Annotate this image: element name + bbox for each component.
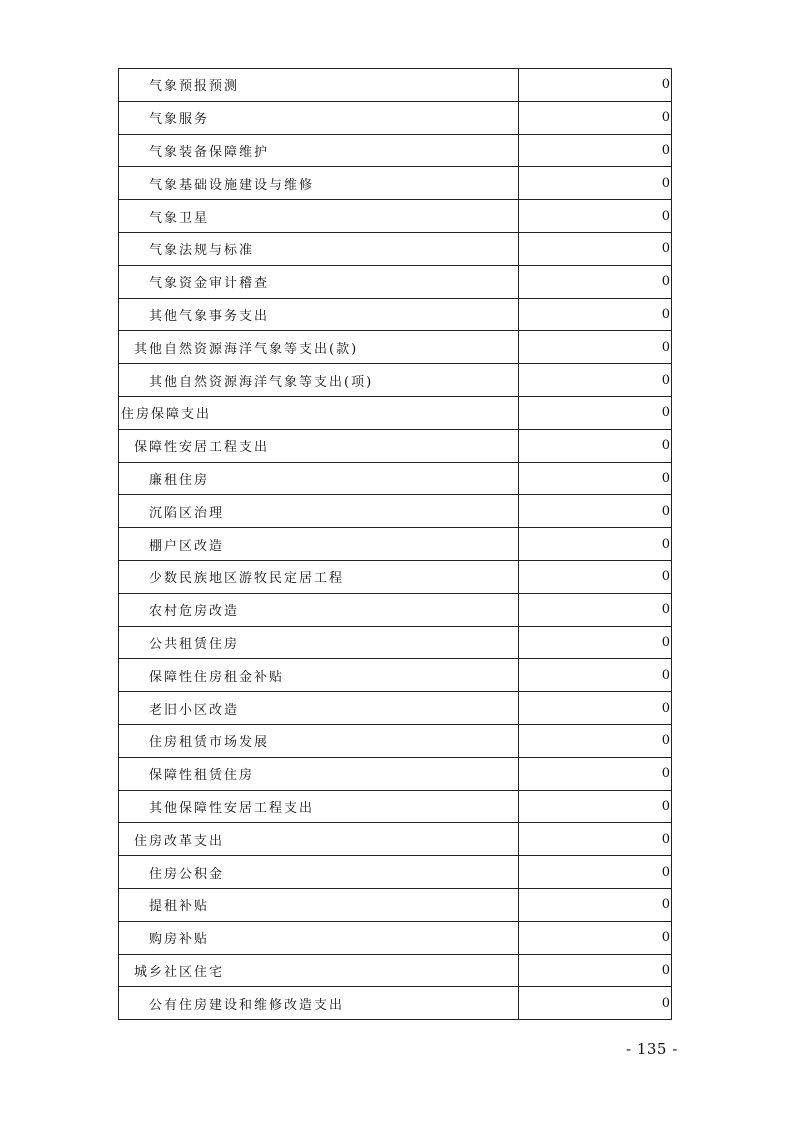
row-item-amount: 0 <box>519 823 672 856</box>
table-row <box>119 331 672 364</box>
row-item-name: 住房改革支出 <box>119 823 519 856</box>
table-row <box>119 954 672 987</box>
table-row <box>119 692 672 725</box>
table-row <box>119 856 672 889</box>
table-row <box>119 724 672 757</box>
row-item-name: 农村危房改造 <box>119 593 519 626</box>
row-item-amount: 0 <box>519 757 672 790</box>
row-item-name: 气象装备保障维护 <box>119 134 519 167</box>
row-item-name: 其他自然资源海洋气象等支出(项) <box>119 364 519 397</box>
row-item-amount: 0 <box>519 593 672 626</box>
table-row <box>119 593 672 626</box>
row-item-name: 保障性安居工程支出 <box>119 429 519 462</box>
table-row <box>119 495 672 528</box>
row-item-amount: 0 <box>519 560 672 593</box>
row-item-amount: 0 <box>519 232 672 265</box>
row-item-amount: 0 <box>519 134 672 167</box>
row-item-name: 老旧小区改造 <box>119 692 519 725</box>
row-item-name: 气象基础设施建设与维修 <box>119 167 519 200</box>
table-row <box>119 298 672 331</box>
table-row <box>119 462 672 495</box>
row-item-name: 廉租住房 <box>119 462 519 495</box>
row-item-name: 提租补贴 <box>119 888 519 921</box>
table-row <box>119 396 672 429</box>
row-item-name: 棚户区改造 <box>119 528 519 561</box>
table-row <box>119 888 672 921</box>
table-row <box>119 757 672 790</box>
table-row <box>119 364 672 397</box>
row-item-amount: 0 <box>519 265 672 298</box>
row-item-name: 少数民族地区游牧民定居工程 <box>119 560 519 593</box>
row-item-amount: 0 <box>519 364 672 397</box>
row-item-amount: 0 <box>519 528 672 561</box>
row-item-amount: 0 <box>519 200 672 233</box>
table-row <box>119 626 672 659</box>
row-item-amount: 0 <box>519 888 672 921</box>
row-item-name: 保障性租赁住房 <box>119 757 519 790</box>
row-item-amount: 0 <box>519 101 672 134</box>
row-item-amount: 0 <box>519 495 672 528</box>
row-item-name: 保障性住房租金补贴 <box>119 659 519 692</box>
row-item-name: 气象卫星 <box>119 200 519 233</box>
row-item-amount: 0 <box>519 987 672 1020</box>
row-item-name: 其他气象事务支出 <box>119 298 519 331</box>
row-item-amount: 0 <box>519 692 672 725</box>
table-row <box>119 987 672 1020</box>
row-item-amount: 0 <box>519 167 672 200</box>
row-item-name: 购房补贴 <box>119 921 519 954</box>
row-item-name: 城乡社区住宅 <box>119 954 519 987</box>
row-item-amount: 0 <box>519 462 672 495</box>
row-item-amount: 0 <box>519 626 672 659</box>
row-item-name: 气象法规与标准 <box>119 232 519 265</box>
row-item-name: 公有住房建设和维修改造支出 <box>119 987 519 1020</box>
row-item-amount: 0 <box>519 298 672 331</box>
table-row <box>119 560 672 593</box>
row-item-amount: 0 <box>519 724 672 757</box>
row-item-amount: 0 <box>519 790 672 823</box>
table-row <box>119 69 672 102</box>
row-item-name: 其他保障性安居工程支出 <box>119 790 519 823</box>
row-item-amount: 0 <box>519 396 672 429</box>
row-item-amount: 0 <box>519 69 672 102</box>
table-body <box>119 69 672 1020</box>
row-item-amount: 0 <box>519 429 672 462</box>
table-row <box>119 265 672 298</box>
table-row <box>119 167 672 200</box>
table-row <box>119 790 672 823</box>
table-row <box>119 200 672 233</box>
row-item-amount: 0 <box>519 856 672 889</box>
row-item-amount: 0 <box>519 954 672 987</box>
row-item-name: 公共租赁住房 <box>119 626 519 659</box>
row-item-name: 住房公积金 <box>119 856 519 889</box>
row-item-amount: 0 <box>519 659 672 692</box>
budget-table <box>118 68 672 1020</box>
table-row <box>119 659 672 692</box>
row-item-name: 住房租赁市场发展 <box>119 724 519 757</box>
table-row <box>119 528 672 561</box>
row-item-name: 气象资金审计稽查 <box>119 265 519 298</box>
table-row <box>119 134 672 167</box>
row-item-name: 住房保障支出 <box>119 396 519 429</box>
row-item-name: 气象预报预测 <box>119 69 519 102</box>
row-item-name: 沉陷区治理 <box>119 495 519 528</box>
table-row <box>119 921 672 954</box>
row-item-amount: 0 <box>519 921 672 954</box>
table-row <box>119 101 672 134</box>
table-row <box>119 429 672 462</box>
page-number: - 135 - <box>626 1040 678 1058</box>
row-item-amount: 0 <box>519 331 672 364</box>
row-item-name: 气象服务 <box>119 101 519 134</box>
table-row <box>119 232 672 265</box>
row-item-name: 其他自然资源海洋气象等支出(款) <box>119 331 519 364</box>
table-row <box>119 823 672 856</box>
